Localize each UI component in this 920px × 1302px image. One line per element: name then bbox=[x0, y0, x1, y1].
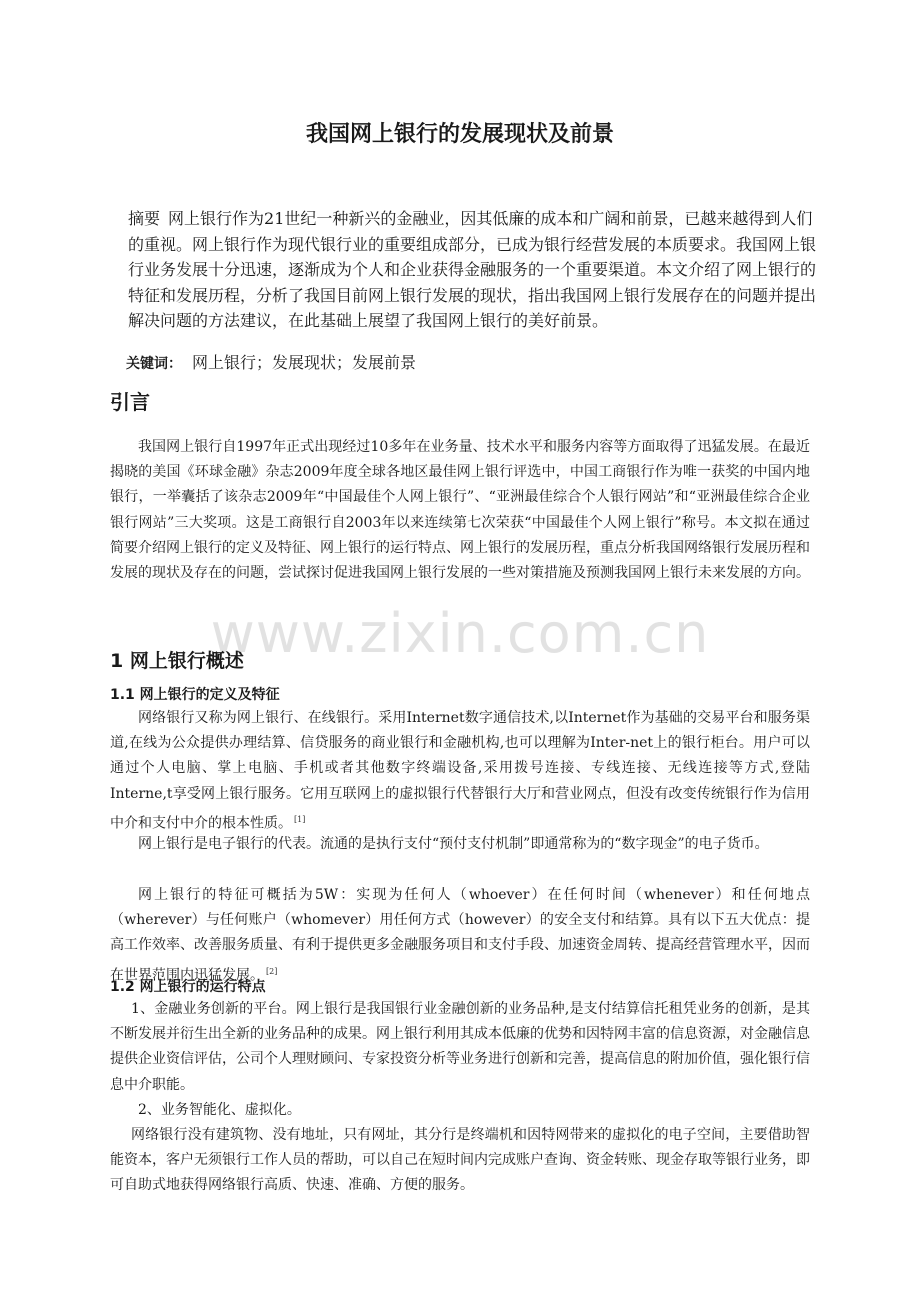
intro-heading: 引言 bbox=[110, 390, 150, 414]
section-1-1-paragraph-1-text: 网络银行又称为网上银行、在线银行。采用Internet数字通信技术,以Internet作为基础的交易平台和服务渠道,在线为公众提供办理结算、信贷服务的商业银行和金融机构,也可以理解为Inter-net上的银行柜台。用户可以通过个人电脑、掌上电脑、手机或者其他数字终端设备,采用拨号连接、专线连接、无线连接等方式,登陆Interne,t享受网上银行服务。它用互联网上的虚拟银行代替银行大厅和营业网点，但没有改变传统银行作为信用中介和支付中介的根本性质。 bbox=[110, 710, 810, 832]
abstract-label: 摘要 bbox=[128, 209, 161, 228]
keywords bbox=[126, 351, 826, 376]
section-1-1-paragraph-3-text: 网上银行的特征可概括为5W：实现为任何人（whoever）在任何时间（whenever）和任何地点（wherever）与任何账户（whomever）用任何方式（however）的安全支付和结算。具有以下五大优点：提高工作效率、改善服务质量、有利于提供更多金融服务项目和支付手段、加速资金周转、提高经营管理水平，因而在世界范围内迅猛发展。 bbox=[110, 887, 810, 984]
document-title: 我国网上银行的发展现状及前景 bbox=[305, 122, 614, 147]
section-1-2-heading: 1.2 网上银行的运行特点 bbox=[110, 979, 266, 995]
watermark: www.zixin.com.cn bbox=[210, 602, 710, 665]
section-1-2-paragraph-3: 网络银行没有建筑物、没有地址，只有网址，其分行是终端机和因特网带来的虚拟化的电子空间，主要借助智能资本，客户无须银行工作人员的帮助，可以自己在短时间内完成账户查询、资金转账、现金存取等银行业务，即可自助式地获得网络银行高质、快速、准确、方便的服务。 bbox=[110, 1127, 810, 1194]
section-1-2-paragraph-1: 1、金融业务创新的平台。网上银行是我国银行业金融创新的业务品种,是支付结算信托租凭业务的创新，是其不断发展并衍生出全新的业务品种的成果。网上银行利用其成本低廉的优势和因特网丰富的信息资源，对金融信息提供企业资信评估，公司个人理财顾问、专家投资分析等业务进行创新和完善，提高信息的附加价值，强化银行信息中介职能。 bbox=[110, 1001, 810, 1093]
reference-1[interactable]: [1] bbox=[294, 814, 306, 824]
section-1-1-paragraph-1 bbox=[110, 706, 810, 837]
reference-2[interactable]: [2] bbox=[266, 966, 278, 976]
section-1-2-paragraph-2: 2、业务智能化、虚拟化。 bbox=[138, 1102, 301, 1118]
section-1-1-heading: 1.1 网上银行的定义及特征 bbox=[110, 687, 280, 703]
section-1-heading: 1 网上银行概述 bbox=[110, 650, 244, 672]
section-1-1-paragraph-3 bbox=[110, 883, 810, 988]
keywords-label: 关键词： bbox=[126, 356, 182, 372]
section-1-1-paragraph-2: 网上银行是电子银行的代表。流通的是执行支付“预付支付机制”即通常称为的“数字现金”的电子货币。 bbox=[138, 836, 769, 852]
abstract bbox=[128, 206, 816, 334]
keywords-text: 网上银行；发展现状；发展前景 bbox=[192, 353, 417, 372]
abstract-text: 网上银行作为21世纪一种新兴的金融业，因其低廉的成本和广阔和前景，已越来越得到人们的重视。网上银行作为现代银行业的重要组成部分，已成为银行经营发展的本质要求。我国网上银行业务发展十分迅速，逐渐成为个人和企业获得金融服务的一个重要渠道。本文介绍了网上银行的特征和发展历程，分析了我国目前网上银行发展的现状，指出我国网上银行发展存在的问题并提出解决问题的方法建议，在此基础上展望了我国网上银行的美好前景。 bbox=[128, 209, 817, 330]
intro-paragraph: 我国网上银行自1997年正式出现经过10多年在业务量、技术水平和服务内容等方面取得了迅猛发展。在最近揭晓的美国《环球金融》杂志2009年度全球各地区最佳网上银行评选中，中国工商银行作为唯一获奖的中国内地银行，一举囊括了该杂志2009年“中国最佳个人网上银行”、“亚洲最佳综合个人银行网站”和“亚洲最佳综合企业银行网站”三大奖项。这是工商银行自2003年以来连续第七次荣获“中国最佳个人网上银行”称号。本文拟在通过简要介绍网上银行的定义及特征、网上银行的运行特点、网上银行的发展历程，重点分析我国网络银行发展历程和发展的现状及存在的问题，尝试探讨促进我国网上银行发展的一些对策措施及预测我国网上银行未来发展的方向。 bbox=[110, 439, 810, 582]
